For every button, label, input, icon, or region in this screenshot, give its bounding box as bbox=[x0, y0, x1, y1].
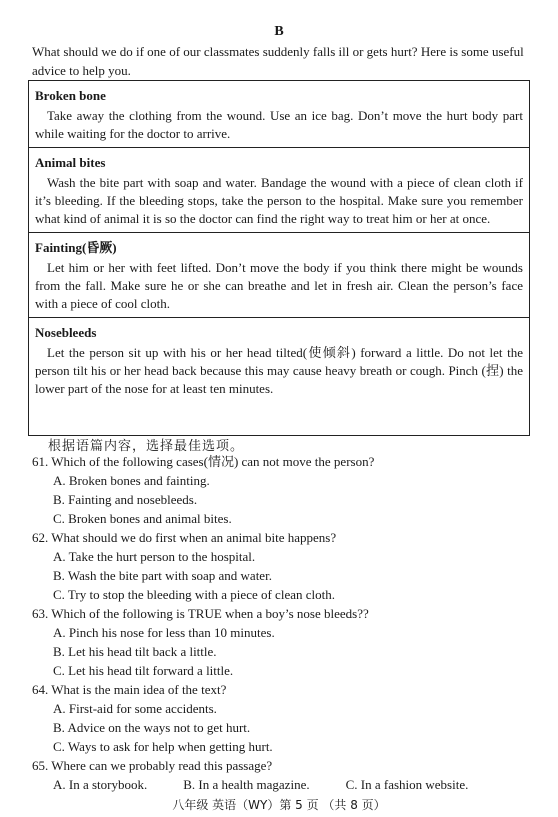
advice-section-broken-bone bbox=[29, 81, 529, 148]
section-title: Animal bites bbox=[35, 155, 106, 170]
option-65-b[interactable]: B. In a health magazine. bbox=[183, 777, 310, 792]
option-64-c[interactable]: C. Ways to ask for help when getting hurt. bbox=[53, 739, 273, 754]
instruction-text: 根据语篇内容，选择最佳选项。 bbox=[48, 439, 245, 454]
option-61-b[interactable]: B. Fainting and nosebleeds. bbox=[53, 492, 198, 507]
option-63-b[interactable]: B. Let his head tilt back a little. bbox=[53, 644, 217, 659]
advice-section-animal-bites bbox=[29, 148, 529, 233]
advice-section-fainting bbox=[29, 233, 529, 318]
section-text: Take away the clothing from the wound. Use an ice bag. Don’t move the hurt body part while waiting for the doctor to arrive. bbox=[35, 108, 523, 141]
question-64: 64. What is the main idea of the text? bbox=[32, 682, 227, 697]
option-65-c[interactable]: C. In a fashion website. bbox=[345, 777, 469, 792]
question-list bbox=[32, 452, 532, 794]
option-63-c[interactable]: C. Let his head tilt forward a little. bbox=[53, 663, 234, 678]
section-text: Let him or her with feet lifted. Don’t move the body if you think there might be wounds from the fall. Make sure he or she can breathe and let in fresh air. Clean the person’s face with a piece of cool cloth. bbox=[35, 260, 523, 311]
option-64-a[interactable]: A. First-aid for some accidents. bbox=[53, 701, 217, 716]
section-text: Wash the bite part with soap and water. Bandage the wound with a piece of clean cloth if it’s bleeding. If the bleeding stops, take the person to the hospital. Make sure you remember what kind of animal it is so the doctor can find the right way to treat him or her at once. bbox=[35, 175, 523, 226]
page-footer: 八年级 英语（WY）第 5 页 （共 8 页） bbox=[172, 798, 386, 812]
option-61-c[interactable]: C. Broken bones and animal bites. bbox=[53, 511, 232, 526]
question-62: 62. What should we do first when an animal bite happens? bbox=[32, 530, 337, 545]
option-61-a[interactable]: A. Broken bones and fainting. bbox=[53, 473, 210, 488]
options-65 bbox=[32, 775, 532, 794]
question-61: 61. Which of the following cases(情况) can not move the person? bbox=[32, 454, 375, 469]
advice-table bbox=[28, 80, 530, 436]
question-65: 65. Where can we probably read this passage? bbox=[32, 758, 273, 773]
option-62-c[interactable]: C. Try to stop the bleeding with a piece of clean cloth. bbox=[53, 587, 335, 602]
section-title: Nosebleeds bbox=[35, 325, 97, 340]
option-65-a[interactable]: A. In a storybook. bbox=[53, 777, 148, 792]
option-62-a[interactable]: A. Take the hurt person to the hospital. bbox=[53, 549, 256, 564]
question-63: 63. Which of the following is TRUE when a boy’s nose bleeds?? bbox=[32, 606, 369, 621]
section-text: Let the person sit up with his or her head tilted(使倾斜) forward a little. Do not let the person tilt his or her head back because this may cause heavy breath or cough. Pinch (捏) the lower part of the nose for at least ten minutes. bbox=[35, 345, 523, 396]
section-title: Fainting(昏厥) bbox=[35, 240, 117, 255]
option-63-a[interactable]: A. Pinch his nose for less than 10 minutes. bbox=[53, 625, 275, 640]
section-title: Broken bone bbox=[35, 88, 106, 103]
option-64-b[interactable]: B. Advice on the ways not to get hurt. bbox=[53, 720, 251, 735]
intro-paragraph: What should we do if one of our classmates suddenly falls ill or gets hurt? Here is some useful advice to help you. bbox=[32, 44, 524, 78]
option-62-b[interactable]: B. Wash the bite part with soap and water. bbox=[53, 568, 272, 583]
section-heading: B bbox=[274, 24, 284, 39]
advice-section-nosebleeds bbox=[29, 318, 529, 402]
